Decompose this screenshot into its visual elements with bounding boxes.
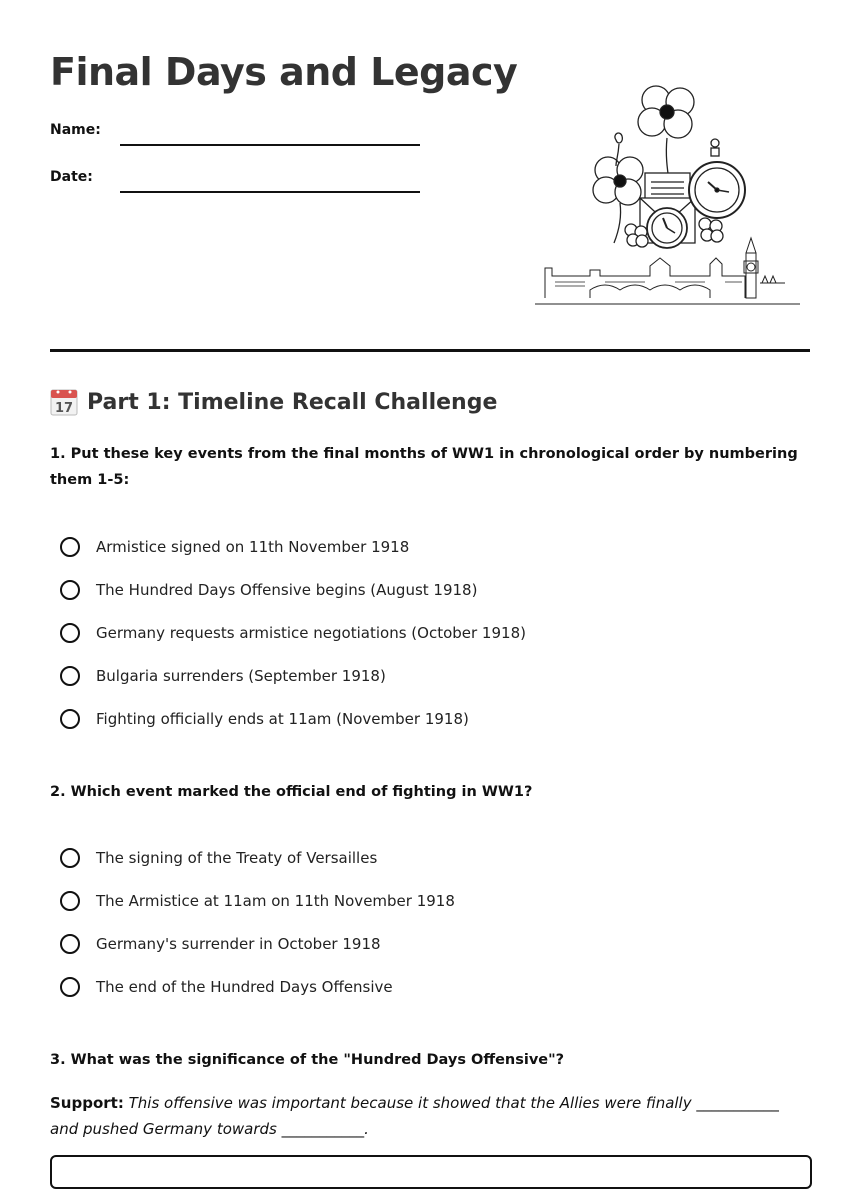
calendar-icon <box>50 388 78 416</box>
radio-button[interactable] <box>60 537 80 557</box>
option-label: The Hundred Days Offensive begins (August 1918) <box>96 581 478 599</box>
q1-option-5[interactable] <box>60 709 469 729</box>
option-label: Bulgaria surrenders (September 1918) <box>96 667 386 685</box>
radio-button[interactable] <box>60 580 80 600</box>
pocket-watch-icon <box>689 139 745 218</box>
answer-box[interactable] <box>50 1155 812 1189</box>
question-1: 1. Put these key events from the final months of WW1 in chronological order by numbering them 1-5: <box>50 446 798 488</box>
name-label: Name: <box>50 122 101 138</box>
question-3: 3. What was the significance of the "Hundred Days Offensive"? <box>50 1052 565 1068</box>
q2-option-1[interactable] <box>60 848 377 868</box>
support-label: Support: <box>50 1094 124 1112</box>
radio-button[interactable] <box>60 848 80 868</box>
option-label: Armistice signed on 11th November 1918 <box>96 538 410 556</box>
option-label: Germany's surrender in October 1918 <box>96 935 381 953</box>
section-title: Part 1: Timeline Recall Challenge <box>87 389 498 415</box>
calendar-day: 17 <box>54 401 74 416</box>
q1-option-1[interactable] <box>60 537 409 557</box>
name-input-line[interactable] <box>120 144 420 146</box>
q1-option-2[interactable] <box>60 580 477 600</box>
radio-button[interactable] <box>60 623 80 643</box>
option-label: The end of the Hundred Days Offensive <box>96 978 393 996</box>
support-hint <box>50 1090 810 1142</box>
flower-icon <box>625 224 648 247</box>
option-label: The signing of the Treaty of Versailles <box>96 849 378 867</box>
radio-button[interactable] <box>60 709 80 729</box>
poppy-flower-icon <box>638 86 694 138</box>
poppy-clock-westminster-illustration <box>530 78 810 313</box>
date-input-line[interactable] <box>120 191 420 193</box>
support-text: This offensive was important because it showed that the Allies were finally ___________ and pushed Germany towards ___________. <box>50 1094 779 1138</box>
radio-button[interactable] <box>60 666 80 686</box>
poppy-flower-icon <box>593 157 643 205</box>
radio-button[interactable] <box>60 977 80 997</box>
q1-option-3[interactable] <box>60 623 526 643</box>
option-label: Fighting officially ends at 11am (November 1918) <box>96 710 469 728</box>
clock-icon <box>647 208 687 248</box>
option-label: Germany requests armistice negotiations (October 1918) <box>96 624 526 642</box>
page-title: Final Days and Legacy <box>50 50 518 94</box>
radio-button[interactable] <box>60 891 80 911</box>
name-field <box>50 122 120 138</box>
date-field <box>50 169 120 185</box>
flower-icon <box>699 218 723 242</box>
radio-button[interactable] <box>60 934 80 954</box>
q1-option-4[interactable] <box>60 666 386 686</box>
option-label: The Armistice at 11am on 11th November 1918 <box>96 892 455 910</box>
q2-option-2[interactable] <box>60 891 455 911</box>
q2-option-4[interactable] <box>60 977 393 997</box>
date-label: Date: <box>50 169 93 185</box>
q2-option-3[interactable] <box>60 934 381 954</box>
section-heading <box>50 388 497 416</box>
question-2: 2. Which event marked the official end of fighting in WW1? <box>50 784 533 800</box>
section-divider <box>50 349 810 352</box>
